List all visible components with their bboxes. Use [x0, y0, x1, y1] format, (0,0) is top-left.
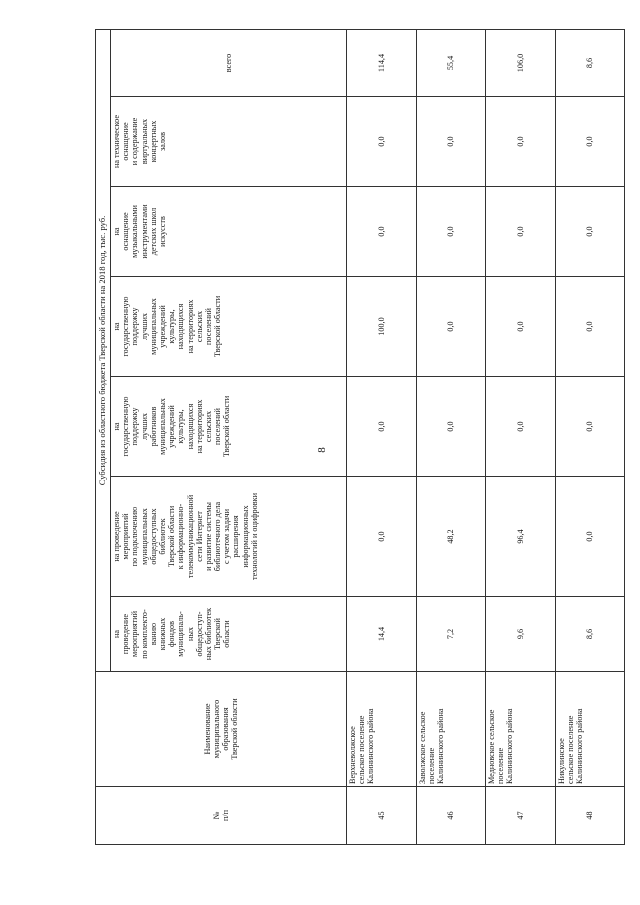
- header-best-workers: на государственную поддержку лучших работников муниципальных учреждений культуры, находящихся на территориях сельских поселений Тверской области: [111, 377, 347, 477]
- table-row: [555, 29, 625, 844]
- header-municipality: Наименование муниципального образования Тверской области: [96, 672, 347, 787]
- cell-best-institutions: 0,0: [486, 277, 556, 377]
- table-row: [416, 29, 486, 844]
- header-book-funds: на проведение мероприятий по комплекто- ванию книжных фондов муниципаль- ных общедоступ- ных библиотек Тверской области: [111, 597, 347, 672]
- cell-best-institutions: 100,0: [347, 277, 417, 377]
- cell-best-workers: 0,0: [416, 377, 486, 477]
- cell-musical-instruments: 0,0: [347, 187, 417, 277]
- rotated-table-wrapper: [95, 53, 625, 845]
- cell-internet-connection: 96,4: [486, 477, 556, 597]
- row-municipality: Заволжское сельское поселение Калининского района: [416, 672, 486, 787]
- header-number: № п/п: [96, 787, 347, 845]
- header-internet-connection: на проведение мероприятий по подключению муниципальных общедоступных библиотек Тверской области к информационно- телекоммуникационной сети Интернет и развитие системы библиотечного дела с учетом задачи расширения информационных технологий и оцифровки: [111, 477, 347, 597]
- subsidy-table: [95, 29, 625, 845]
- table-row: [347, 29, 417, 844]
- cell-book-funds: 9,6: [486, 597, 556, 672]
- row-number: 46: [416, 787, 486, 845]
- cell-book-funds: 7,2: [416, 597, 486, 672]
- cell-total: 8,6: [555, 29, 625, 96]
- header-subsidy-group: Субсидия из областного бюджета Тверской области на 2018 год, тыс. руб.: [96, 29, 111, 671]
- cell-musical-instruments: 0,0: [416, 187, 486, 277]
- cell-virtual-halls: 0,0: [486, 97, 556, 187]
- cell-best-institutions: 0,0: [555, 277, 625, 377]
- cell-musical-instruments: 0,0: [555, 187, 625, 277]
- cell-musical-instruments: 0,0: [486, 187, 556, 277]
- row-municipality: Медновское сельское поселение Калининского района: [486, 672, 556, 787]
- cell-internet-connection: 0,0: [347, 477, 417, 597]
- cell-virtual-halls: 0,0: [416, 97, 486, 187]
- table-row: [486, 29, 556, 844]
- cell-best-workers: 0,0: [486, 377, 556, 477]
- row-number: 47: [486, 787, 556, 845]
- cell-internet-connection: 48,2: [416, 477, 486, 597]
- cell-book-funds: 8,6: [555, 597, 625, 672]
- row-number: 48: [555, 787, 625, 845]
- cell-total: 55,4: [416, 29, 486, 96]
- cell-best-institutions: 0,0: [416, 277, 486, 377]
- row-number: 45: [347, 787, 417, 845]
- cell-internet-connection: 0,0: [555, 477, 625, 597]
- row-municipality: Никулинское сельское поселение Калининского района: [555, 672, 625, 787]
- header-virtual-halls: на техническое оснащение и содержание виртуальных концертных залов: [111, 97, 347, 187]
- header-musical-instruments: на оснащение музыкальными инструментами детских школ искусств: [111, 187, 347, 277]
- header-total: всего: [111, 29, 347, 96]
- cell-virtual-halls: 0,0: [347, 97, 417, 187]
- cell-total: 114,4: [347, 29, 417, 96]
- cell-best-workers: 0,0: [347, 377, 417, 477]
- cell-total: 106,0: [486, 29, 556, 96]
- header-best-institutions: на государственную поддержку лучших муниципальных учреждений культуры, находящихся на территориях сельских поселений Тверской области: [111, 277, 347, 377]
- cell-best-workers: 0,0: [555, 377, 625, 477]
- cell-virtual-halls: 0,0: [555, 97, 625, 187]
- cell-book-funds: 14,4: [347, 597, 417, 672]
- row-municipality: Верхневолжское сельское поселение Калининского района: [347, 672, 417, 787]
- page-number: 8: [316, 447, 328, 453]
